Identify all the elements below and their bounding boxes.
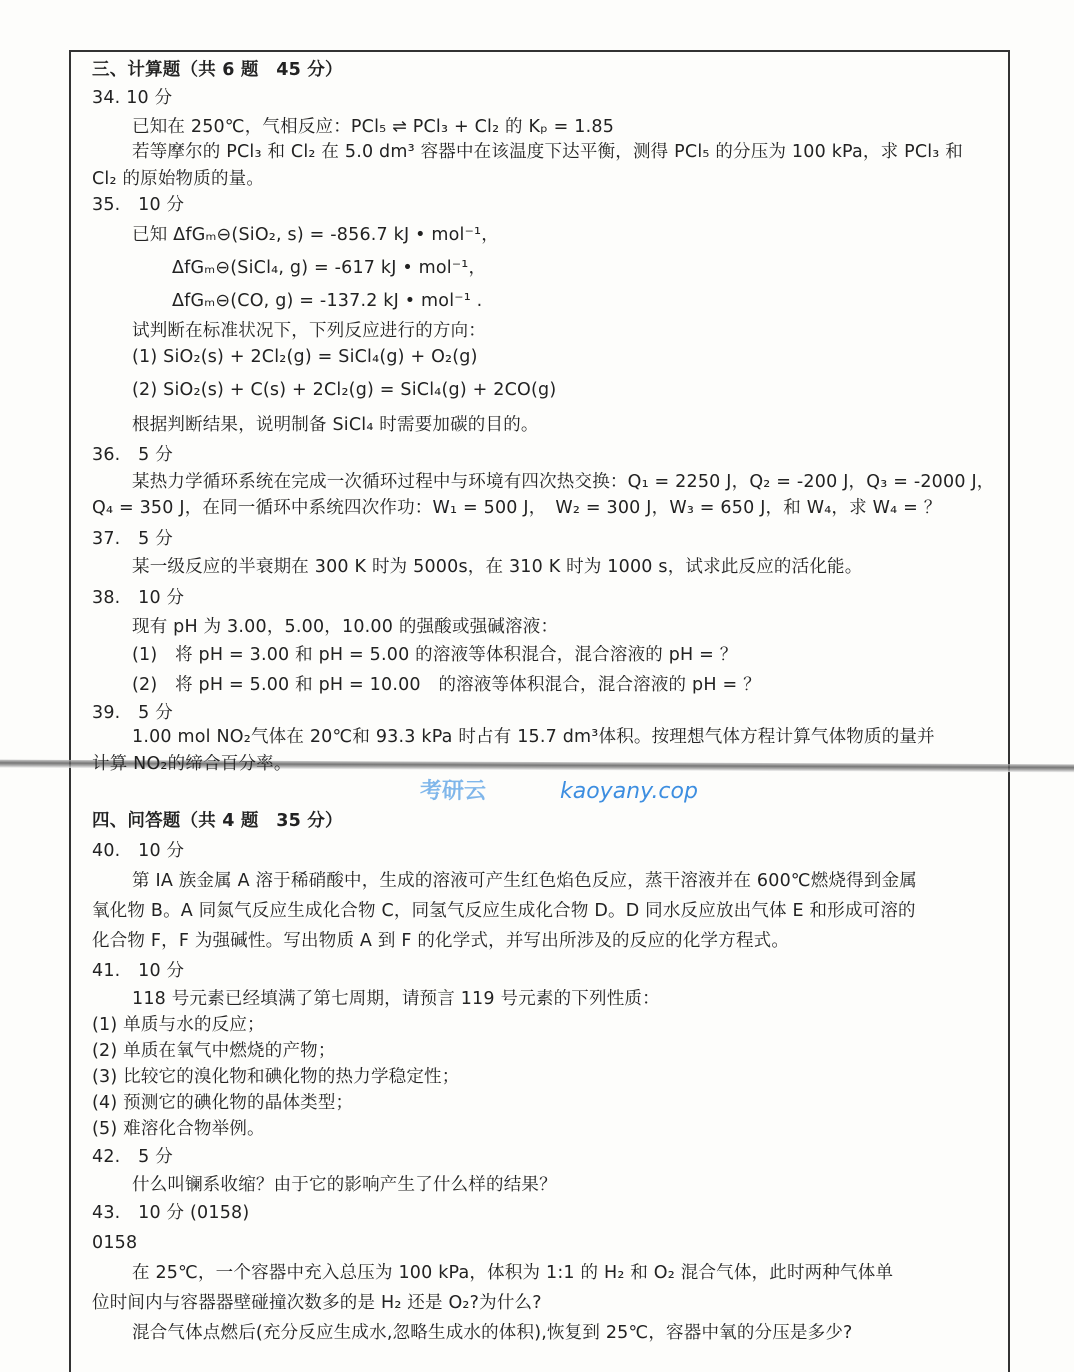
document-line: 40. 10 分 — [92, 841, 185, 861]
document-line: (1) 单质与水的反应； — [92, 1015, 265, 1035]
document-line: 第 IA 族金属 A 溶于稀硝酸中，生成的溶液可产生红色焰色反应，蒸干溶液并在 600℃燃烧得到金属 — [132, 871, 917, 891]
watermark-url: kaoyany.cop — [560, 779, 698, 804]
document-line: 0158 — [92, 1233, 138, 1253]
document-line: (5) 难溶化合物举例。 — [92, 1119, 265, 1139]
document-line: (1) 将 pH = 3.00 和 pH = 5.00 的溶液等体积混合，混合溶液的 pH = ？ — [132, 645, 738, 665]
document-line: 42. 5 分 — [92, 1147, 173, 1167]
document-line: 37. 5 分 — [92, 529, 173, 549]
document-line: (2) 单质在氧气中燃烧的产物； — [92, 1041, 336, 1061]
document-line: 若等摩尔的 PCl₃ 和 Cl₂ 在 5.0 dm³ 容器中在该温度下达平衡，测得 PCl₅ 的分压为 100 kPa，求 PCl₃ 和 — [132, 142, 963, 162]
document-line: ΔfGₘ⊖(SiCl₄, g) = -617 kJ • mol⁻¹， — [172, 258, 487, 278]
document-line: ΔfGₘ⊖(CO, g) = -137.2 kJ • mol⁻¹ . — [172, 291, 483, 311]
document-line: 43. 10 分 (0158) — [92, 1203, 250, 1223]
document-line: 1.00 mol NO₂气体在 20℃和 93.3 kPa 时占有 15.7 dm³体积。按理想气体方程计算气体物质的量并 — [132, 727, 935, 747]
document-line: 氧化物 B。A 同氮气反应生成化合物 C，同氢气反应生成化合物 D。D 同水反应放出气体 E 和形成可溶的 — [92, 901, 916, 921]
document-line: Q₄ = 350 J，在同一循环中系统四次作功：W₁ = 500 J， W₂ = 300 J，W₃ = 650 J，和 W₄，求 W₄ = ？ — [92, 498, 942, 518]
document-line: (3) 比较它的溴化物和碘化物的热力学稳定性； — [92, 1067, 460, 1087]
document-line: Cl₂ 的原始物质的量。 — [92, 169, 265, 189]
document-line: 已知 ΔfGₘ⊖(SiO₂, s) = -856.7 kJ • mol⁻¹， — [132, 225, 499, 245]
document-line: 35. 10 分 — [92, 195, 185, 215]
document-line: 39. 5 分 — [92, 703, 173, 723]
watermark-logo — [420, 779, 486, 805]
document-line: 已知在 250℃，气相反应：PCl₅ ⇌ PCl₃ + Cl₂ 的 Kₚ = 1.85 — [132, 117, 615, 137]
document-line: 118 号元素已经填满了第七周期，请预言 119 号元素的下列性质： — [132, 989, 660, 1009]
document-line: 位时间内与容器器壁碰撞次数多的是 H₂ 还是 O₂?为什么? — [92, 1293, 542, 1313]
document-line: (2) 将 pH = 5.00 和 pH = 10.00 的溶液等体积混合，混合溶液的 pH = ？ — [132, 675, 761, 695]
document-line: (4) 预测它的碘化物的晶体类型； — [92, 1093, 354, 1113]
document-line: 试判断在标准状况下，下列反应进行的方向： — [132, 321, 486, 341]
document-line: 混合气体点燃后(充分反应生成水,忽略生成水的体积),恢复到 25℃，容器中氧的分压是多少? — [132, 1323, 853, 1343]
document-line: 38. 10 分 — [92, 588, 185, 608]
document-line: 现有 pH 为 3.00，5.00，10.00 的强酸或强碱溶液： — [132, 617, 559, 637]
document-line: 41. 10 分 — [92, 961, 185, 981]
page-border — [69, 50, 1010, 1372]
document-line: 34. 10 分 — [92, 88, 173, 108]
document-line: 36. 5 分 — [92, 445, 173, 465]
document-line: 什么叫镧系收缩？由于它的影响产生了什么样的结果？ — [132, 1175, 557, 1195]
document-line: 计算 NO₂的缔合百分率。 — [92, 754, 292, 774]
document-line: (2) SiO₂(s) + C(s) + 2Cl₂(g) = SiCl₄(g) + 2CO(g) — [132, 380, 557, 400]
watermark-text: 考研云 — [420, 779, 487, 804]
section-heading: 四、问答题（共 4 题 35 分） — [92, 811, 343, 831]
document-line: 在 25℃，一个容器中充入总压为 100 kPa，体积为 1:1 的 H₂ 和 O₂ 混合气体，此时两种气体单 — [132, 1263, 894, 1283]
document-line: 根据判断结果，说明制备 SiCl₄ 时需要加碳的目的。 — [132, 415, 539, 435]
document-line: 化合物 F，F 为强碱性。写出物质 A 到 F 的化学式，并写出所涉及的反应的化学方程式。 — [92, 931, 790, 951]
document-line: 某一级反应的半衰期在 300 K 时为 5000s，在 310 K 时为 1000 s，试求此反应的活化能。 — [132, 557, 863, 577]
section-heading: 三、计算题（共 6 题 45 分） — [92, 60, 343, 80]
document-line: 某热力学循环系统在完成一次循环过程中与环境有四次热交换：Q₁ = 2250 J，Q₂ = -200 J，Q₃ = -2000 J， — [132, 472, 995, 492]
document-line: (1) SiO₂(s) + 2Cl₂(g) = SiCl₄(g) + O₂(g) — [132, 347, 478, 367]
